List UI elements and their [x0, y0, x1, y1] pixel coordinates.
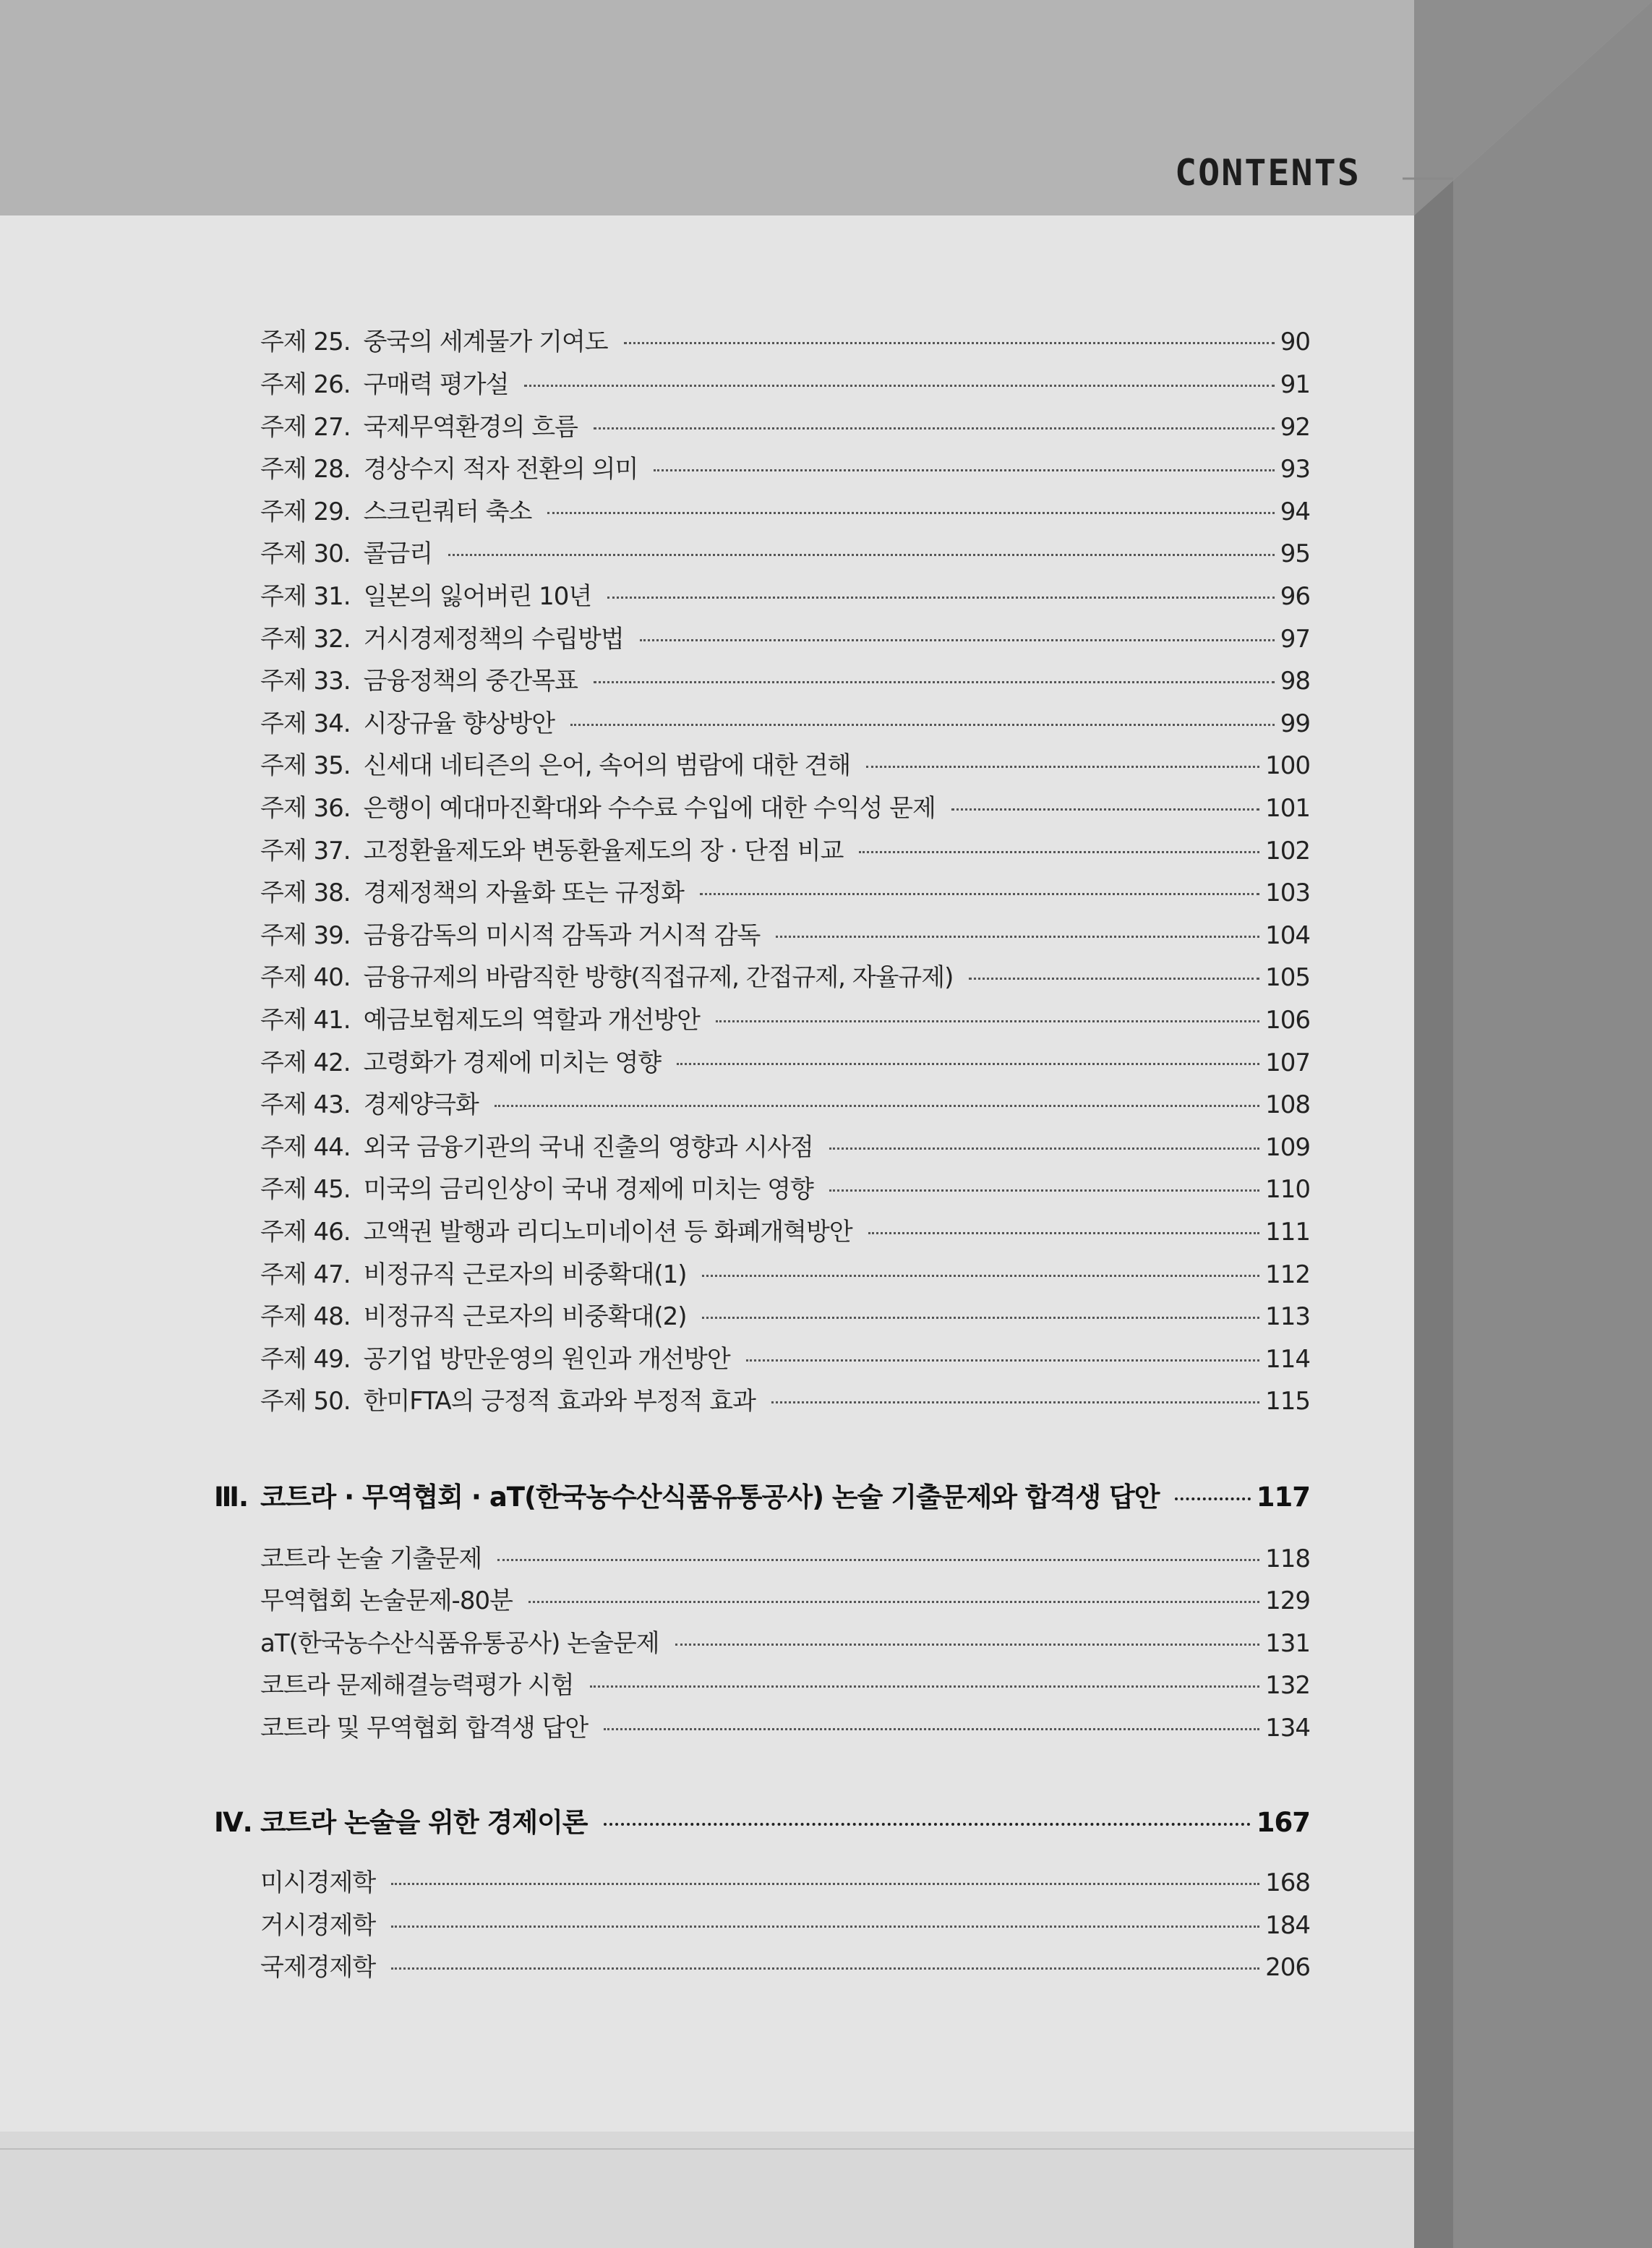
- dot-leader: [716, 1020, 1259, 1022]
- toc-entry[interactable]: [260, 831, 1310, 866]
- entry-title: 무역협회 논술문제-80분: [260, 1586, 513, 1615]
- toc-subentry[interactable]: [260, 1708, 1310, 1743]
- entry-title: 국제경제학: [260, 1953, 376, 1982]
- toc-subentry[interactable]: [260, 1581, 1310, 1616]
- dot-leader: [497, 1559, 1259, 1561]
- entry-title: 경제양극화: [363, 1090, 479, 1119]
- page-number: 108: [1265, 1090, 1310, 1119]
- toc-entry[interactable]: [260, 745, 1310, 781]
- contents-heading: CONTENTS: [1175, 152, 1361, 194]
- entry-title: 국제무역환경의 흐름: [363, 413, 578, 442]
- entry-title: 거시경제학: [260, 1911, 376, 1940]
- page-number: 96: [1280, 582, 1310, 611]
- toc-entry[interactable]: [260, 957, 1310, 993]
- page-number: 117: [1256, 1482, 1310, 1513]
- dot-leader: [677, 1063, 1259, 1065]
- page-number: 114: [1265, 1345, 1310, 1374]
- entry-number: 주제 33.: [260, 667, 351, 696]
- section-title: 코트라 논술을 위한 경제이론: [260, 1807, 588, 1838]
- page-number: 101: [1265, 794, 1310, 823]
- entry-title: 콜금리: [363, 539, 433, 568]
- dot-leader: [594, 427, 1275, 429]
- page-number: 103: [1265, 879, 1310, 907]
- dot-leader: [607, 597, 1275, 599]
- entry-title: 한미FTA의 긍정적 효과와 부정적 효과: [363, 1387, 756, 1416]
- entry-number: 주제 47.: [260, 1260, 351, 1289]
- dot-leader: [969, 978, 1259, 980]
- page-number: 98: [1280, 667, 1310, 696]
- entry-title: 스크린쿼터 축소: [363, 497, 532, 526]
- section-numeral: Ⅲ.: [214, 1482, 249, 1513]
- page-number: 93: [1280, 455, 1310, 484]
- dot-leader: [391, 1967, 1259, 1970]
- page-number: 129: [1265, 1586, 1310, 1615]
- toc-entry[interactable]: [260, 1339, 1310, 1375]
- entry-title: 중국의 세계물가 기여도: [363, 328, 608, 356]
- entry-number: 주제 25.: [260, 328, 351, 356]
- toc-entry[interactable]: [260, 1169, 1310, 1205]
- dot-leader: [776, 936, 1259, 938]
- dot-leader: [570, 724, 1275, 726]
- entry-number: 주제 32.: [260, 625, 351, 654]
- entry-title: 금융감독의 미시적 감독과 거시적 감독: [363, 921, 761, 950]
- toc-entry[interactable]: [260, 407, 1310, 443]
- toc-entry[interactable]: [260, 788, 1310, 824]
- page-number: 97: [1280, 625, 1310, 654]
- toc-subentry[interactable]: [260, 1905, 1310, 1941]
- toc-entry[interactable]: [260, 704, 1310, 739]
- entry-title: 은행이 예대마진확대와 수수료 수입에 대한 수익성 문제: [363, 794, 936, 823]
- entry-title: 예금보험제도의 역할과 개선방안: [363, 1006, 701, 1035]
- dot-leader: [590, 1685, 1260, 1688]
- page-number: 131: [1265, 1629, 1310, 1658]
- page-number: 102: [1265, 837, 1310, 866]
- entry-title: aT(한국농수산식품유통공사) 논술문제: [260, 1629, 659, 1658]
- entry-title: 일본의 잃어버린 10년: [363, 582, 592, 611]
- toc-entry[interactable]: [260, 1043, 1310, 1078]
- toc-entry[interactable]: [260, 1000, 1310, 1035]
- toc-subentry[interactable]: [260, 1623, 1310, 1659]
- section-numeral: Ⅳ.: [214, 1807, 252, 1838]
- dot-leader: [391, 1926, 1259, 1928]
- page-number: 118: [1265, 1544, 1310, 1573]
- toc-entry[interactable]: [260, 322, 1310, 357]
- page-number: 99: [1280, 709, 1310, 738]
- entry-number: 주제 48.: [260, 1302, 351, 1331]
- entry-number: 주제 28.: [260, 455, 351, 484]
- page-number: 107: [1265, 1048, 1310, 1077]
- entry-number: 주제 50.: [260, 1387, 351, 1416]
- page-number: 132: [1265, 1671, 1310, 1700]
- page-number: 105: [1265, 963, 1310, 992]
- entry-title: 공기업 방만운영의 원인과 개선방안: [363, 1345, 730, 1374]
- entry-number: 주제 38.: [260, 879, 351, 907]
- entry-title: 비정규직 근로자의 비중확대(1): [363, 1260, 687, 1289]
- dot-leader: [547, 512, 1274, 514]
- toc-subentry[interactable]: [260, 1665, 1310, 1701]
- dot-leader: [391, 1883, 1259, 1885]
- entry-title: 고액권 발행과 리디노미네이션 등 화폐개혁방안: [363, 1218, 852, 1247]
- entry-title: 고정환율제도와 변동환율제도의 장 · 단점 비교: [363, 837, 844, 866]
- toc-entry[interactable]: [260, 449, 1310, 484]
- page-number: 90: [1280, 328, 1310, 356]
- entry-number: 주제 40.: [260, 963, 351, 992]
- entry-number: 주제 42.: [260, 1048, 351, 1077]
- page-number: 91: [1280, 370, 1310, 399]
- section-heading-3[interactable]: [214, 1475, 1310, 1514]
- entry-title: 신세대 네티즌의 은어, 속어의 범람에 대한 견해: [363, 751, 851, 780]
- entry-number: 주제 36.: [260, 794, 351, 823]
- toc-entry[interactable]: [260, 1127, 1310, 1163]
- entry-number: 주제 39.: [260, 921, 351, 950]
- entry-number: 주제 49.: [260, 1345, 351, 1374]
- dot-leader: [640, 639, 1275, 641]
- page-number: 184: [1265, 1911, 1310, 1940]
- entry-title: 코트라 문제해결능력평가 시험: [260, 1671, 574, 1700]
- entry-title: 미국의 금리인상이 국내 경제에 미치는 영향: [363, 1175, 813, 1204]
- entry-title: 경제정책의 자율화 또는 규정화: [363, 879, 684, 907]
- dot-leader: [866, 766, 1259, 768]
- entry-title: 금융규제의 바람직한 방향(직접규제, 간접규제, 자율규제): [363, 963, 954, 992]
- dot-leader: [702, 1317, 1259, 1319]
- entry-number: 주제 27.: [260, 413, 351, 442]
- entry-number: 주제 35.: [260, 751, 351, 780]
- page-number: 109: [1265, 1133, 1310, 1162]
- dot-leader: [495, 1105, 1259, 1107]
- entry-number: 주제 34.: [260, 709, 351, 738]
- dot-leader: [524, 385, 1274, 387]
- entry-title: 코트라 및 무역협회 합격생 답안: [260, 1714, 589, 1743]
- page-number: 112: [1265, 1260, 1310, 1289]
- toc-entry[interactable]: [260, 619, 1310, 654]
- page-number: 134: [1265, 1714, 1310, 1743]
- entry-title: 금융정책의 중간목표: [363, 667, 578, 696]
- entry-title: 거시경제정책의 수립방법: [363, 625, 624, 654]
- dot-leader: [859, 851, 1259, 853]
- side-panel-shade: [1414, 181, 1453, 2248]
- toc-entry[interactable]: [260, 364, 1310, 400]
- entry-title: 미시경제학: [260, 1868, 376, 1897]
- entry-number: 주제 43.: [260, 1090, 351, 1119]
- entry-title: 외국 금융기관의 국내 진출의 영향과 시사점: [363, 1133, 813, 1162]
- dot-leader: [1175, 1497, 1250, 1500]
- entry-number: 주제 44.: [260, 1133, 351, 1162]
- dot-leader: [829, 1147, 1259, 1150]
- dot-leader: [675, 1644, 1259, 1646]
- dot-leader: [624, 342, 1275, 344]
- toc-entry[interactable]: [260, 492, 1310, 527]
- dot-leader: [448, 554, 1275, 556]
- entry-number: 주제 31.: [260, 582, 351, 611]
- dot-leader: [604, 1728, 1259, 1730]
- page-number: 168: [1265, 1868, 1310, 1897]
- entry-number: 주제 41.: [260, 1006, 351, 1035]
- page-number: 92: [1280, 413, 1310, 442]
- entry-number: 주제 45.: [260, 1175, 351, 1204]
- page-number: 115: [1265, 1387, 1310, 1416]
- page-number: 167: [1256, 1807, 1310, 1838]
- entry-title: 시장규율 향상방안: [363, 709, 555, 738]
- page-number: 100: [1265, 751, 1310, 780]
- toc-subentry[interactable]: [260, 1947, 1310, 1983]
- toc-entry[interactable]: [260, 1085, 1310, 1120]
- dot-leader: [702, 1275, 1259, 1277]
- toc-entry[interactable]: [260, 576, 1310, 612]
- page-number: 94: [1280, 497, 1310, 526]
- entry-title: 경상수지 적자 전환의 의미: [363, 455, 638, 484]
- toc-entry[interactable]: [260, 1296, 1310, 1332]
- toc-entry[interactable]: [260, 915, 1310, 951]
- dot-leader: [654, 469, 1274, 471]
- page-number: 104: [1265, 921, 1310, 950]
- page-number: 206: [1265, 1953, 1310, 1982]
- entry-title: 비정규직 근로자의 비중확대(2): [363, 1302, 687, 1331]
- entry-title: 코트라 논술 기출문제: [260, 1544, 482, 1573]
- page-number: 110: [1265, 1175, 1310, 1204]
- toc-entry[interactable]: [260, 534, 1310, 569]
- dot-leader: [528, 1601, 1259, 1603]
- entry-number: 주제 46.: [260, 1218, 351, 1247]
- page-number: 111: [1265, 1218, 1310, 1247]
- page-number: 95: [1280, 539, 1310, 568]
- page-number: 106: [1265, 1006, 1310, 1035]
- dot-leader: [829, 1189, 1259, 1192]
- header-band: [0, 0, 1652, 215]
- entry-title: 구매력 평가설: [363, 370, 509, 399]
- toc-subentry[interactable]: [260, 1863, 1310, 1898]
- dot-leader: [951, 808, 1259, 811]
- entry-number: 주제 26.: [260, 370, 351, 399]
- dot-leader: [868, 1232, 1259, 1234]
- dot-leader: [594, 681, 1275, 683]
- dot-leader: [604, 1823, 1251, 1826]
- dot-leader: [771, 1401, 1259, 1403]
- toc-subentry[interactable]: [260, 1539, 1310, 1574]
- entry-title: 고령화가 경제에 미치는 영향: [363, 1048, 662, 1077]
- entry-number: 주제 29.: [260, 497, 351, 526]
- section-title: 코트라 · 무역협회 · aT(한국농수산식품유통공사) 논술 기출문제와 합격생 답안: [260, 1482, 1160, 1513]
- dot-leader: [700, 893, 1259, 895]
- toc-entry[interactable]: [260, 661, 1310, 696]
- section-heading-4[interactable]: [214, 1800, 1310, 1839]
- page-number: 113: [1265, 1302, 1310, 1331]
- toc-entry[interactable]: [260, 873, 1310, 908]
- toc-entry[interactable]: [260, 1381, 1310, 1416]
- toc-entry[interactable]: [260, 1212, 1310, 1247]
- entry-number: 주제 37.: [260, 837, 351, 866]
- toc-entry[interactable]: [260, 1255, 1310, 1290]
- dot-leader: [746, 1359, 1259, 1362]
- entry-number: 주제 30.: [260, 539, 351, 568]
